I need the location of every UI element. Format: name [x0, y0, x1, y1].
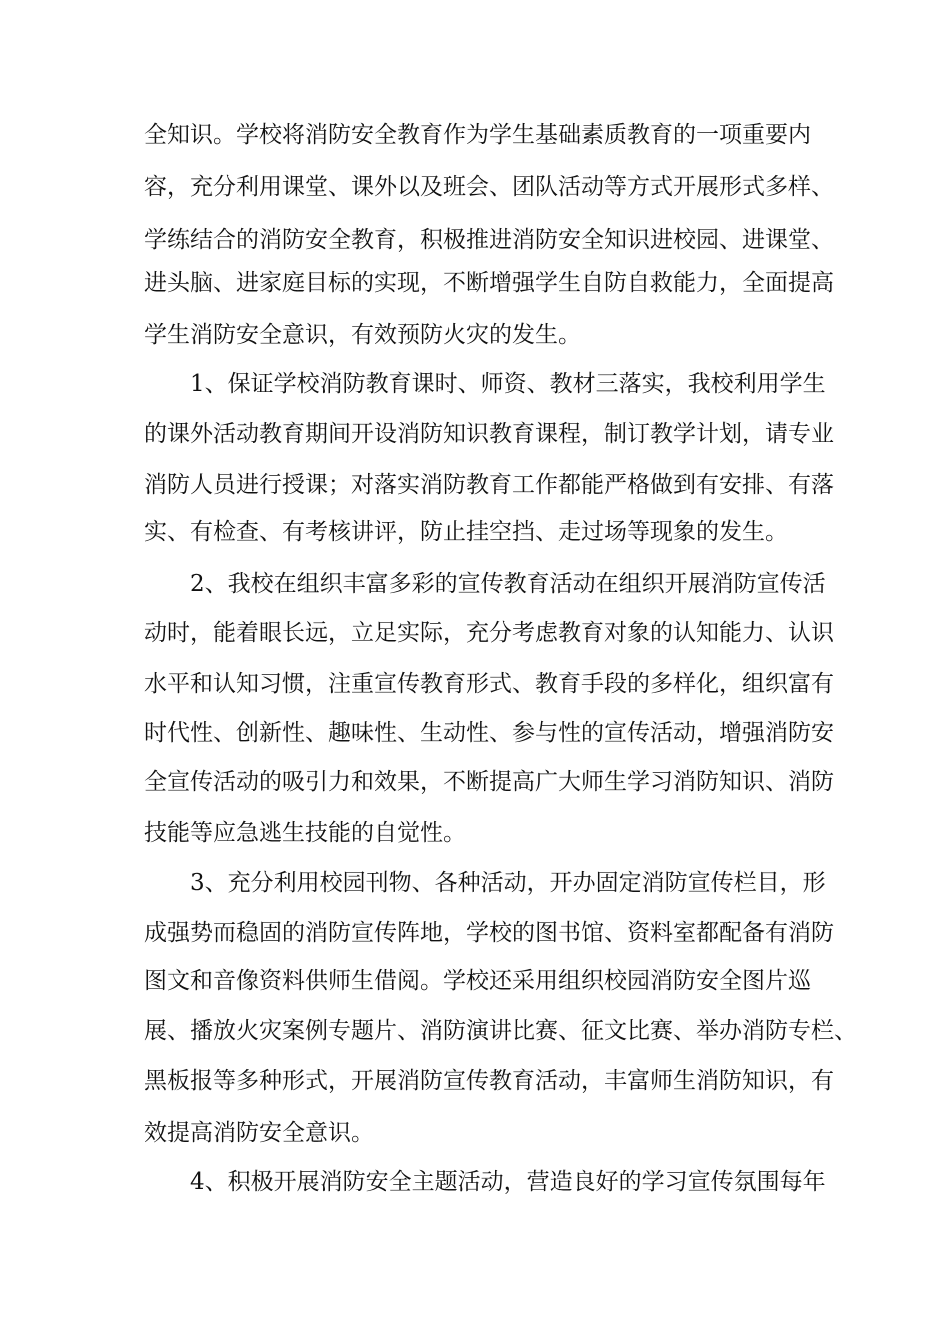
- paragraph-3-start: 3、充分利用校园刊物、各种活动，开办固定消防宣传栏目，形: [190, 870, 826, 896]
- paragraph-1-start: 1、保证学校消防教育课时、师资、教材三落实，我校利用学生: [190, 371, 826, 397]
- text-line: 容，充分利用课堂、课外以及班会、团队活动等方式开展形式多样、: [144, 174, 834, 200]
- paragraph-2-start: 2、我校在组织丰富多彩的宣传教育活动在组织开展消防宣传活: [190, 571, 826, 597]
- text-line: 黑板报等多种形式，开展消防宣传教育活动，丰富师生消防知识，有: [144, 1068, 834, 1094]
- text-line: 成强势而稳固的消防宣传阵地，学校的图书馆、资料室都配备有消防: [144, 920, 834, 946]
- text-line: 实、有检查、有考核讲评，防止挂空挡、走过场等现象的发生。: [144, 519, 788, 545]
- paragraph-4-start: 4、积极开展消防安全主题活动，营造良好的学习宣传氛围每年: [190, 1169, 826, 1195]
- text-line: 的课外活动教育期间开设消防知识教育课程，制订教学计划，请专业: [144, 421, 834, 447]
- text-line: 展、播放火灾案例专题片、消防演讲比赛、征文比赛、举办消防专栏、: [144, 1018, 857, 1044]
- text-line: 技能等应急逃生技能的自觉性。: [144, 820, 466, 846]
- text-line: 全知识。学校将消防安全教育作为学生基础素质教育的一项重要内: [144, 122, 811, 148]
- text-line: 时代性、创新性、趣味性、生动性、参与性的宣传活动，增强消防安: [144, 720, 834, 746]
- text-line: 全宣传活动的吸引力和效果，不断提高广大师生学习消防知识、消防: [144, 769, 834, 795]
- text-line: 消防人员进行授课；对落实消防教育工作都能严格做到有安排、有落: [144, 472, 834, 498]
- text-line: 效提高消防安全意识。: [144, 1120, 374, 1146]
- text-line: 学练结合的消防安全教育，积极推进消防安全知识进校园、进课堂、: [144, 227, 834, 253]
- text-line: 学生消防安全意识，有效预防火灾的发生。: [144, 322, 581, 348]
- text-line: 进头脑、进家庭目标的实现，不断增强学生自防自救能力，全面提高: [144, 270, 834, 296]
- text-line: 水平和认知习惯，注重宣传教育形式、教育手段的多样化，组织富有: [144, 671, 834, 697]
- text-line: 图文和音像资料供师生借阅。学校还采用组织校园消防安全图片巡: [144, 968, 811, 994]
- text-line: 动时，能着眼长远，立足实际，充分考虑教育对象的认知能力、认识: [144, 620, 834, 646]
